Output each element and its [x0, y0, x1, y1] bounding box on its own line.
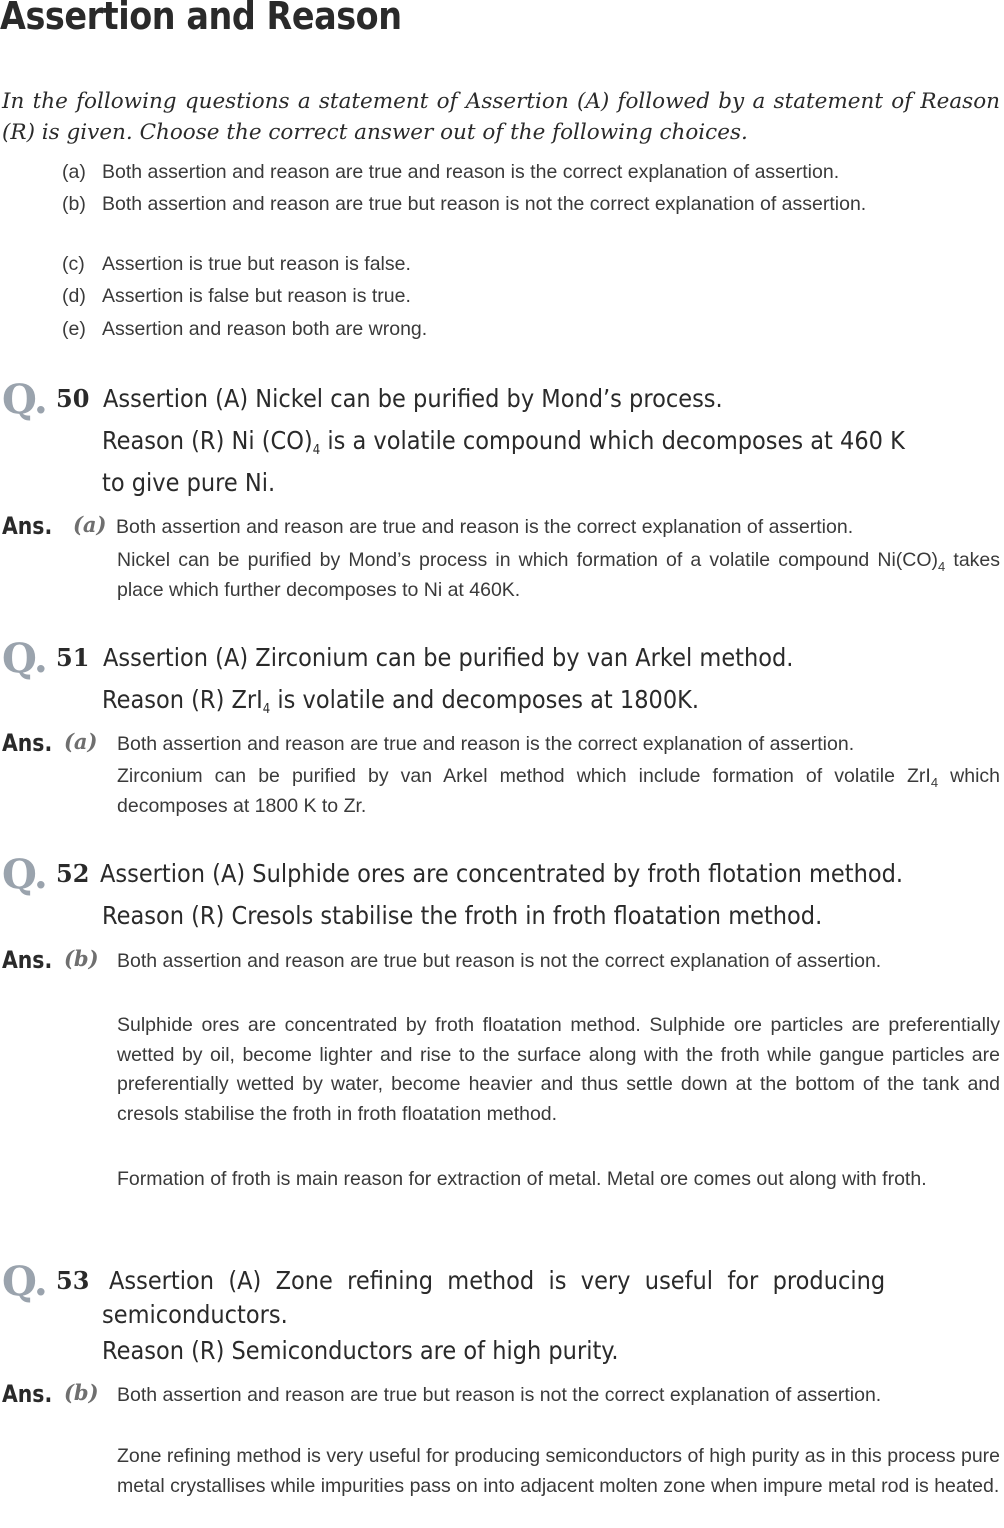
choice-label: (a)	[62, 161, 86, 183]
reason-text: Reason (R) Ni (CO)	[102, 426, 313, 455]
choice-label: (d)	[62, 285, 86, 307]
explanation-text-cont: which decomposes at 1800 K to Zr.	[117, 765, 1000, 817]
choice-c	[62, 250, 980, 278]
question-reason-line2: to give pure Ni.	[102, 468, 276, 497]
question-marker: Q.	[2, 376, 47, 423]
choice-d	[62, 282, 980, 310]
choice-label: (c)	[62, 253, 85, 275]
answer-text: Both assertion and reason are true but reason is not the correct explanation of assertion.	[117, 950, 882, 972]
explanation-text: Nickel can be purified by Mond’s process in which formation of a volatile compound Ni(CO)	[117, 549, 939, 571]
reason-text-cont: is a volatile compound which decomposes at 460 K	[320, 426, 905, 455]
instructions: In the following questions a statement of Assertion (A) followed by a statement of Reason (R) is given. Choose the correct answer out of the following choices.	[2, 89, 1000, 145]
choice-b	[62, 190, 980, 218]
explanation-2: Formation of froth is main reason for extraction of metal. Metal ore comes out along with froth.	[117, 1168, 927, 1190]
answer-marker: Ans.	[2, 946, 53, 974]
explanation	[117, 546, 1000, 605]
choice-text: Both assertion and reason are true and reason is the correct explanation of assertion.	[102, 161, 840, 183]
answer-text: Both assertion and reason are true but reason is not the correct explanation of assertion.	[117, 1384, 882, 1406]
explanation-text: Zirconium can be purified by van Arkel method which include formation of volatile ZrI	[117, 765, 931, 787]
subscript: 4	[938, 559, 946, 574]
answer-text: Both assertion and reason are true and reason is the correct explanation of assertion.	[117, 733, 855, 755]
question-assertion: Assertion (A) Nickel can be purified by Mond’s process.	[103, 384, 723, 413]
question-reason	[102, 679, 699, 721]
choice-text: Assertion is true but reason is false.	[102, 253, 411, 275]
question-marker: Q.	[2, 1258, 47, 1305]
question-marker: Q.	[2, 851, 47, 898]
explanation: Zone refining method is very useful for producing semiconductors of high purity as in this process pure metal crystallises while impurities pass on into adjacent molten zone when impure metal rod is heated.	[117, 1445, 1000, 1497]
question-assertion: Assertion (A) Zone refining method is very useful for producing	[109, 1266, 886, 1295]
choice-e	[62, 315, 980, 343]
answer-marker: Ans.	[2, 729, 53, 757]
subscript: 4	[930, 775, 939, 790]
question-number: 51	[56, 643, 90, 672]
question-reason	[102, 420, 905, 462]
choice-text: Both assertion and reason are true but reason is not the correct explanation of assertion.	[102, 193, 867, 215]
question-number: 52	[56, 859, 90, 888]
explanation: Sulphide ores are concentrated by froth floatation method. Sulphide ore particles are preferentially wetted by oil, become lighter and rise to the surface along with the froth while gangue particles are preferentially wetted by water, become heavier and thus settle down at the bottom of the tank and cresols stabilise the froth in froth floatation method.	[117, 1014, 1000, 1125]
answer-option: (a)	[73, 512, 107, 537]
choice-a	[62, 158, 980, 186]
question-assertion-line2: semiconductors.	[102, 1300, 288, 1329]
answer-option: (b)	[64, 1380, 99, 1405]
choice-text: Assertion is false but reason is true.	[102, 285, 411, 307]
question-number: 53	[56, 1266, 90, 1295]
answer-marker: Ans.	[2, 1380, 53, 1408]
answer-option: (a)	[64, 729, 98, 754]
question-assertion: Assertion (A) Zirconium can be purified by van Arkel method.	[103, 643, 794, 672]
explanation	[117, 762, 1000, 821]
question-marker: Q.	[2, 635, 47, 682]
subscript: 4	[312, 443, 321, 458]
reason-text-cont: is volatile and decomposes at 1800K.	[270, 685, 700, 714]
reason-text: Reason (R) ZrI	[102, 685, 263, 714]
subscript: 4	[262, 702, 271, 717]
question-number: 50	[56, 384, 90, 413]
question-assertion: Assertion (A) Sulphide ores are concentrated by froth flotation method.	[100, 859, 904, 888]
page-title: Assertion and Reason	[0, 0, 402, 38]
answer-option: (b)	[64, 946, 99, 971]
question-reason: Reason (R) Cresols stabilise the froth in froth floatation method.	[102, 901, 823, 930]
answer-text: Both assertion and reason are true and reason is the correct explanation of assertion.	[116, 516, 854, 538]
choice-label: (b)	[62, 193, 86, 215]
answer-marker: Ans.	[2, 512, 53, 540]
choice-text: Assertion and reason both are wrong.	[102, 318, 428, 340]
choice-label: (e)	[62, 318, 86, 340]
question-reason: Reason (R) Semiconductors are of high purity.	[102, 1336, 619, 1365]
explanation-text-cont: takes place which further decomposes to Ni at 460K.	[117, 549, 1001, 601]
